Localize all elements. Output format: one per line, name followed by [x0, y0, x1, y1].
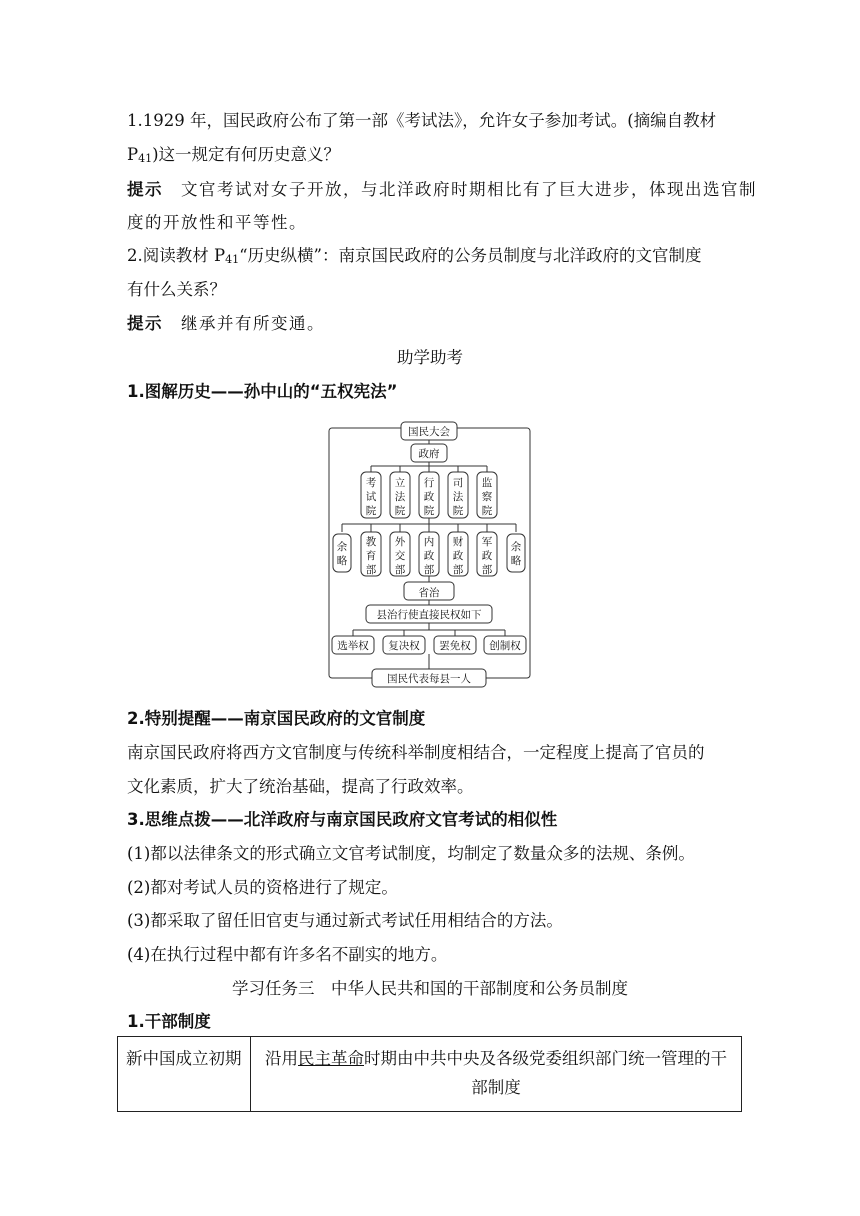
reminder-line-2: 文化素质，扩大了统治基础，提高了行政效率。 — [127, 777, 474, 796]
svg-text:立: 立 — [394, 477, 406, 489]
node-ministry-2 — [395, 535, 406, 576]
svg-text:外: 外 — [394, 536, 406, 548]
reminder-line-1: 南京国民政府将西方文官制度与传统科举制度相结合，一定程度上提高了官员的 — [127, 743, 705, 762]
hint-1-line-1: 提示 文官考试对女子开放，与北洋政府时期相比有了巨大进步，体现出选官制 — [127, 180, 757, 199]
node-yuan-3 — [453, 477, 464, 517]
svg-text:察: 察 — [481, 491, 493, 503]
svg-text:院: 院 — [365, 505, 377, 517]
point-2: (2)都对考试人员的资格进行了规定。 — [127, 878, 398, 897]
node-county: 县治行使直接民权如下 — [376, 609, 482, 621]
svg-text:部: 部 — [394, 564, 406, 576]
svg-text:略: 略 — [336, 555, 348, 567]
svg-text:部: 部 — [365, 564, 377, 576]
hint-1-line-2: 度的开放性和平等性。 — [127, 213, 307, 232]
svg-text:行: 行 — [423, 477, 435, 489]
svg-text:财: 财 — [452, 536, 464, 548]
node-government: 政府 — [418, 448, 440, 460]
svg-text:法: 法 — [394, 491, 406, 503]
svg-text:育: 育 — [365, 550, 377, 562]
node-national-assembly: 国民大会 — [408, 426, 450, 438]
node-yuan-0 — [366, 476, 377, 517]
node-ministry-1 — [366, 535, 377, 576]
table-cell-period: 新中国成立初期 — [118, 1037, 251, 1112]
node-ministry-3 — [424, 535, 435, 576]
point-1: (1)都以法律条文的形式确立文官考试制度，均制定了数量众多的法规、条例。 — [127, 844, 695, 863]
point-4: (4)在执行过程中都有许多名不副实的地方。 — [127, 945, 448, 964]
svg-text:余: 余 — [510, 541, 522, 553]
node-yuan-2 — [424, 477, 435, 517]
node-yuan-1 — [395, 477, 406, 517]
heading-diagram: 1.图解历史——孙中山的“五权宪法” — [127, 382, 398, 401]
svg-text:部: 部 — [481, 564, 493, 576]
heading-thinking: 3.思维点拨——北洋政府与南京国民政府文官考试的相似性 — [127, 810, 558, 829]
hint-2: 提示 继承并有所变通。 — [127, 314, 325, 333]
table-cell-description: 沿用民主革命时期由中共中央及各级党委组织部门统一管理的干部制度 — [251, 1037, 742, 1112]
node-ministry-6 — [511, 540, 522, 567]
svg-text:教: 教 — [365, 536, 377, 548]
svg-text:监: 监 — [481, 477, 493, 489]
question-2-line-2: 有什么关系？ — [127, 280, 226, 299]
heading-cadre-system: 1.干部制度 — [127, 1012, 211, 1031]
node-representatives: 国民代表每县一人 — [387, 673, 471, 685]
section-title: 助学助考 — [397, 348, 463, 367]
node-yuan-4 — [482, 476, 493, 517]
question-1-line-1: 1.1929 年，国民政府公布了第一部《考试法》，允许女子参加考试。(摘编自教材 — [127, 111, 717, 130]
svg-text:院: 院 — [452, 505, 464, 517]
node-right-3: 创制权 — [489, 640, 521, 652]
five-power-constitution-diagram — [328, 418, 532, 688]
node-ministry-5 — [482, 536, 493, 576]
svg-text:试: 试 — [365, 491, 377, 503]
question-2-line-1: 2.阅读教材 $P_{41}“$历史纵横”：南京国民政府的公务员制度与北洋政府的文官制度 — [127, 246, 702, 266]
node-right-0: 选举权 — [337, 640, 369, 652]
svg-text:军: 军 — [481, 536, 493, 548]
node-right-2: 罢免权 — [439, 640, 471, 652]
svg-text:略: 略 — [510, 555, 522, 567]
svg-text:余: 余 — [336, 541, 348, 553]
node-ministry-0 — [337, 540, 348, 567]
heading-reminder: 2.特别提醒——南京国民政府的文官制度 — [127, 709, 426, 728]
hint-keyword: 提示 — [127, 180, 163, 199]
svg-text:政: 政 — [452, 550, 464, 562]
table-row — [118, 1037, 742, 1112]
cadre-system-table — [117, 1036, 742, 1112]
svg-text:院: 院 — [481, 505, 493, 517]
point-3: (3)都采取了留任旧官吏与通过新式考试任用相结合的方法。 — [127, 911, 563, 930]
svg-text:政: 政 — [423, 491, 435, 503]
task-title: 学习任务三 中华人民共和国的干部制度和公务员制度 — [232, 979, 628, 998]
svg-text:考: 考 — [365, 477, 377, 489]
svg-text:交: 交 — [394, 550, 406, 562]
svg-text:部: 部 — [423, 564, 435, 576]
svg-text:院: 院 — [394, 505, 406, 517]
node-province: 省治 — [418, 587, 440, 599]
node-ministry-4 — [453, 535, 464, 576]
question-1-line-2: $P_{41}$)这一规定有何历史意义？ — [127, 145, 341, 165]
svg-text:政: 政 — [481, 550, 493, 562]
hint-keyword: 提示 — [127, 314, 163, 333]
svg-text:政: 政 — [423, 550, 435, 562]
svg-text:法: 法 — [452, 491, 464, 503]
svg-text:部: 部 — [452, 564, 464, 576]
node-right-1: 复决权 — [388, 640, 420, 652]
svg-text:院: 院 — [423, 505, 435, 517]
svg-text:内: 内 — [423, 536, 435, 548]
svg-text:司: 司 — [452, 477, 464, 489]
